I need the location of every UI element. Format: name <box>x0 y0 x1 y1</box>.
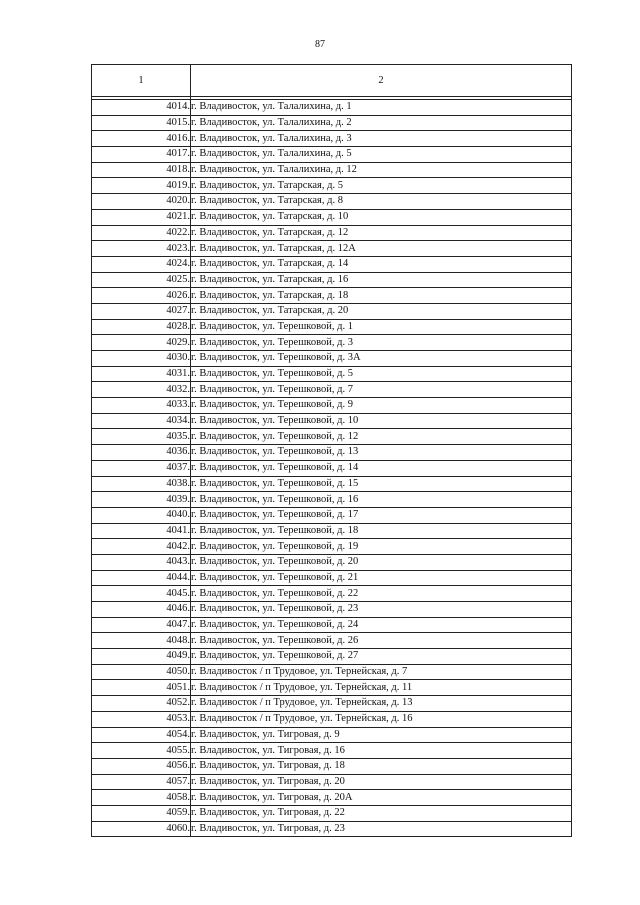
table-row <box>92 303 572 319</box>
table-row <box>92 209 572 225</box>
row-number: 4022. <box>92 225 191 241</box>
row-address: г. Владивосток, ул. Татарская, д. 5 <box>191 178 572 194</box>
row-address: г. Владивосток, ул. Татарская, д. 16 <box>191 272 572 288</box>
row-address: г. Владивосток, ул. Терешковой, д. 10 <box>191 413 572 429</box>
row-number: 4028. <box>92 319 191 335</box>
table-row <box>92 570 572 586</box>
row-address: г. Владивосток, ул. Терешковой, д. 17 <box>191 507 572 523</box>
row-number: 4019. <box>92 178 191 194</box>
table-row <box>92 696 572 712</box>
row-number: 4035. <box>92 429 191 445</box>
row-address: г. Владивосток, ул. Татарская, д. 10 <box>191 209 572 225</box>
row-address: г. Владивосток, ул. Терешковой, д. 7 <box>191 382 572 398</box>
row-address: г. Владивосток, ул. Татарская, д. 18 <box>191 288 572 304</box>
table-row <box>92 805 572 821</box>
row-number: 4050. <box>92 664 191 680</box>
page-number: 87 <box>315 39 325 50</box>
row-number: 4046. <box>92 602 191 618</box>
row-number: 4020. <box>92 194 191 210</box>
row-address: г. Владивосток, ул. Терешковой, д. 27 <box>191 649 572 665</box>
address-table <box>91 64 572 837</box>
table-row <box>92 476 572 492</box>
column-header-address: 2 <box>191 65 572 97</box>
row-address: г. Владивосток, ул. Талалихина, д. 1 <box>191 100 572 116</box>
row-address: г. Владивосток, ул. Талалихина, д. 12 <box>191 162 572 178</box>
table-row <box>92 178 572 194</box>
row-number: 4043. <box>92 554 191 570</box>
table-row <box>92 774 572 790</box>
row-number: 4036. <box>92 445 191 461</box>
table-row <box>92 382 572 398</box>
table-row <box>92 335 572 351</box>
row-address: г. Владивосток, ул. Талалихина, д. 5 <box>191 147 572 163</box>
row-number: 4033. <box>92 398 191 414</box>
row-number: 4032. <box>92 382 191 398</box>
row-number: 4016. <box>92 131 191 147</box>
row-number: 4030. <box>92 351 191 367</box>
table-row <box>92 256 572 272</box>
row-number: 4029. <box>92 335 191 351</box>
row-number: 4041. <box>92 523 191 539</box>
row-number: 4040. <box>92 507 191 523</box>
row-address: г. Владивосток, ул. Терешковой, д. 16 <box>191 492 572 508</box>
row-address: г. Владивосток, ул. Терешковой, д. 15 <box>191 476 572 492</box>
table-row <box>92 460 572 476</box>
row-address: г. Владивосток, ул. Талалихина, д. 2 <box>191 115 572 131</box>
table-row <box>92 272 572 288</box>
table-row <box>92 633 572 649</box>
table-header-row <box>92 65 572 97</box>
table-row <box>92 617 572 633</box>
table-row <box>92 790 572 806</box>
table-row <box>92 602 572 618</box>
row-address: г. Владивосток, ул. Терешковой, д. 26 <box>191 633 572 649</box>
row-number: 4051. <box>92 680 191 696</box>
table-row <box>92 162 572 178</box>
row-address: г. Владивосток, ул. Терешковой, д. 21 <box>191 570 572 586</box>
row-address: г. Владивосток / п Трудовое, ул. Тернейская, д. 11 <box>191 680 572 696</box>
row-address: г. Владивосток, ул. Тигровая, д. 20А <box>191 790 572 806</box>
row-address: г. Владивосток, ул. Татарская, д. 12 <box>191 225 572 241</box>
table-row <box>92 586 572 602</box>
table-row <box>92 194 572 210</box>
row-address: г. Владивосток, ул. Тигровая, д. 9 <box>191 727 572 743</box>
table-row <box>92 758 572 774</box>
table-row <box>92 115 572 131</box>
row-number: 4056. <box>92 758 191 774</box>
table-row <box>92 711 572 727</box>
row-number: 4052. <box>92 696 191 712</box>
table-row <box>92 398 572 414</box>
row-address: г. Владивосток, ул. Терешковой, д. 14 <box>191 460 572 476</box>
table-row <box>92 680 572 696</box>
row-number: 4059. <box>92 805 191 821</box>
row-number: 4031. <box>92 366 191 382</box>
row-number: 4045. <box>92 586 191 602</box>
table-row <box>92 507 572 523</box>
table-row <box>92 429 572 445</box>
row-number: 4025. <box>92 272 191 288</box>
row-address: г. Владивосток, ул. Тигровая, д. 22 <box>191 805 572 821</box>
row-number: 4044. <box>92 570 191 586</box>
row-number: 4017. <box>92 147 191 163</box>
row-address: г. Владивосток / п Трудовое, ул. Тернейская, д. 7 <box>191 664 572 680</box>
table-row <box>92 147 572 163</box>
table-row <box>92 366 572 382</box>
table-row <box>92 319 572 335</box>
row-address: г. Владивосток, ул. Тигровая, д. 20 <box>191 774 572 790</box>
row-number: 4053. <box>92 711 191 727</box>
row-address: г. Владивосток, ул. Терешковой, д. 12 <box>191 429 572 445</box>
table-row <box>92 492 572 508</box>
row-address: г. Владивосток, ул. Талалихина, д. 3 <box>191 131 572 147</box>
row-number: 4060. <box>92 821 191 837</box>
row-number: 4034. <box>92 413 191 429</box>
row-address: г. Владивосток, ул. Татарская, д. 20 <box>191 303 572 319</box>
column-header-number: 1 <box>92 65 191 97</box>
row-number: 4054. <box>92 727 191 743</box>
row-address: г. Владивосток, ул. Татарская, д. 8 <box>191 194 572 210</box>
row-address: г. Владивосток / п Трудовое, ул. Тернейская, д. 13 <box>191 696 572 712</box>
table-row <box>92 664 572 680</box>
row-number: 4042. <box>92 539 191 555</box>
row-number: 4021. <box>92 209 191 225</box>
table-row <box>92 225 572 241</box>
row-number: 4039. <box>92 492 191 508</box>
table-row <box>92 539 572 555</box>
row-number: 4037. <box>92 460 191 476</box>
table-row <box>92 727 572 743</box>
table-row <box>92 445 572 461</box>
row-address: г. Владивосток, ул. Терешковой, д. 9 <box>191 398 572 414</box>
row-number: 4038. <box>92 476 191 492</box>
row-number: 4023. <box>92 241 191 257</box>
row-number: 4014. <box>92 100 191 116</box>
row-number: 4047. <box>92 617 191 633</box>
table-row <box>92 288 572 304</box>
row-address: г. Владивосток, ул. Татарская, д. 12А <box>191 241 572 257</box>
table-row <box>92 821 572 837</box>
row-number: 4027. <box>92 303 191 319</box>
row-number: 4018. <box>92 162 191 178</box>
row-address: г. Владивосток, ул. Терешковой, д. 24 <box>191 617 572 633</box>
table-row <box>92 241 572 257</box>
row-address: г. Владивосток, ул. Терешковой, д. 13 <box>191 445 572 461</box>
row-address: г. Владивосток, ул. Тигровая, д. 18 <box>191 758 572 774</box>
table-row <box>92 554 572 570</box>
row-address: г. Владивосток, ул. Терешковой, д. 20 <box>191 554 572 570</box>
table-row <box>92 649 572 665</box>
table-row <box>92 100 572 116</box>
row-address: г. Владивосток, ул. Терешковой, д. 22 <box>191 586 572 602</box>
row-number: 4015. <box>92 115 191 131</box>
row-number: 4024. <box>92 256 191 272</box>
row-address: г. Владивосток, ул. Тигровая, д. 16 <box>191 743 572 759</box>
row-address: г. Владивосток, ул. Тигровая, д. 23 <box>191 821 572 837</box>
row-address: г. Владивосток, ул. Терешковой, д. 3А <box>191 351 572 367</box>
table-row <box>92 523 572 539</box>
table-row <box>92 743 572 759</box>
row-number: 4026. <box>92 288 191 304</box>
row-number: 4048. <box>92 633 191 649</box>
row-number: 4057. <box>92 774 191 790</box>
row-number: 4055. <box>92 743 191 759</box>
row-address: г. Владивосток, ул. Терешковой, д. 23 <box>191 602 572 618</box>
row-number: 4049. <box>92 649 191 665</box>
row-address: г. Владивосток, ул. Терешковой, д. 1 <box>191 319 572 335</box>
table-row <box>92 351 572 367</box>
row-address: г. Владивосток, ул. Терешковой, д. 19 <box>191 539 572 555</box>
table-row <box>92 413 572 429</box>
row-address: г. Владивосток, ул. Терешковой, д. 3 <box>191 335 572 351</box>
row-number: 4058. <box>92 790 191 806</box>
table-row <box>92 131 572 147</box>
row-address: г. Владивосток, ул. Терешковой, д. 18 <box>191 523 572 539</box>
row-address: г. Владивосток / п Трудовое, ул. Тернейская, д. 16 <box>191 711 572 727</box>
row-address: г. Владивосток, ул. Татарская, д. 14 <box>191 256 572 272</box>
row-address: г. Владивосток, ул. Терешковой, д. 5 <box>191 366 572 382</box>
